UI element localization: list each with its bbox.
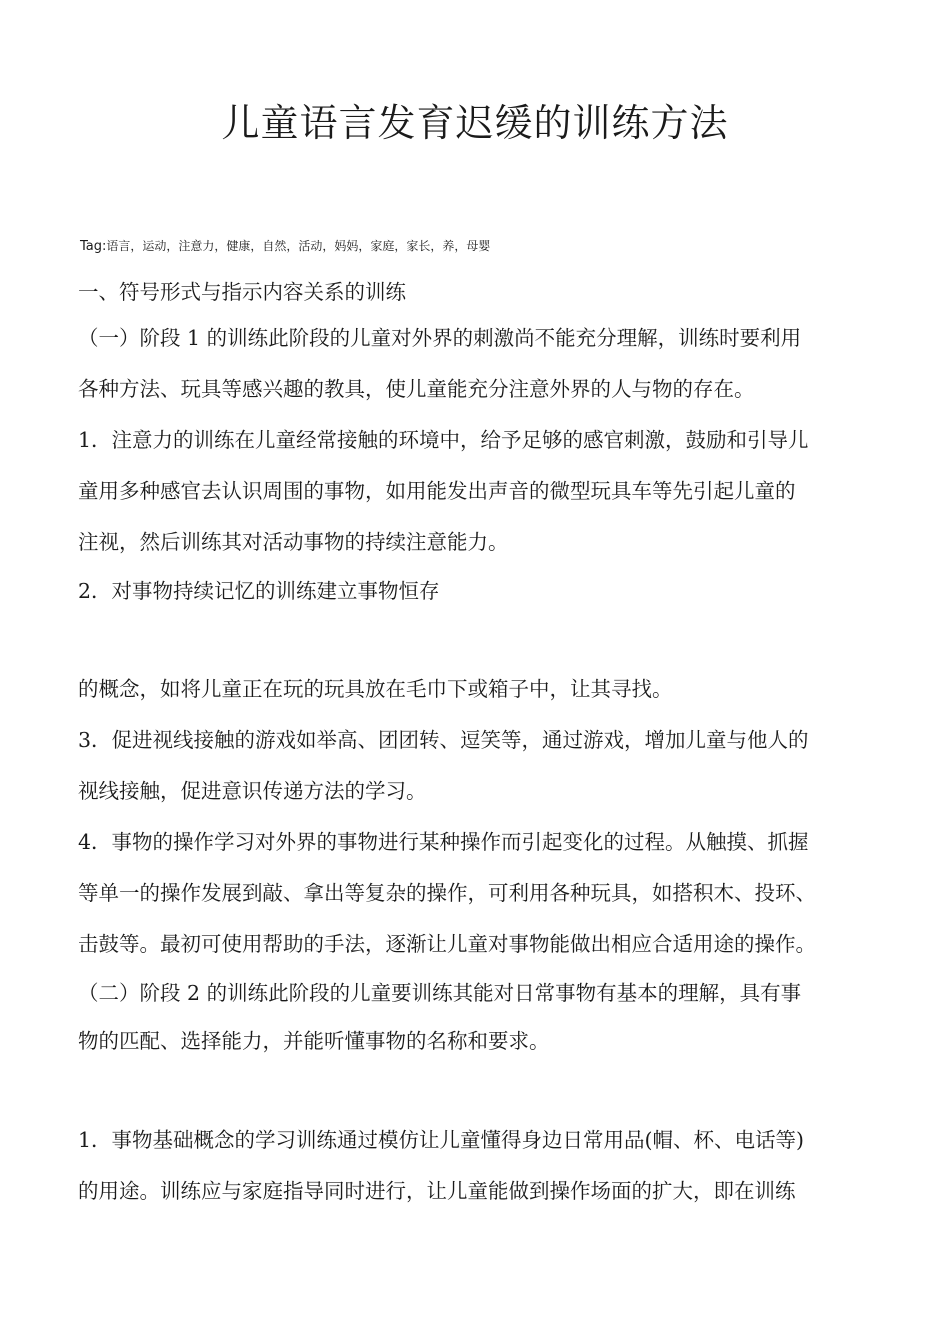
paragraph-line: 各种方法、玩具等感兴趣的教具，使儿童能充分注意外界的人与物的存在。 <box>78 377 755 401</box>
paragraph-line: 注视，然后训练其对活动事物的持续注意能力。 <box>78 530 509 554</box>
paragraph-line: 1．注意力的训练在儿童经常接触的环境中，给予足够的感官刺激，鼓励和引导儿 <box>78 428 809 452</box>
tag-values: 语言，运动，注意力，健康，自然，活动，妈妈，家庭，家长，养，母婴 <box>106 239 491 253</box>
paragraph-line: 童用多种感官去认识周围的事物，如用能发出声音的微型玩具车等先引起儿童的 <box>78 479 796 503</box>
document-title: 儿童语言发育迟缓的训练方法 <box>221 101 729 145</box>
paragraph-line: 的概念，如将儿童正在玩的玩具放在毛巾下或箱子中，让其寻找。 <box>78 677 673 701</box>
paragraph-line: 的用途。训练应与家庭指导同时进行，让儿童能做到操作场面的扩大，即在训练 <box>78 1179 796 1203</box>
tag-line <box>80 236 490 257</box>
paragraph-line: 击鼓等。最初可使用帮助的手法，逐渐让儿童对事物能做出相应合适用途的操作。 <box>78 932 816 956</box>
heading-section-1: 一、符号形式与指示内容关系的训练 <box>78 280 406 304</box>
paragraph-line: 2．对事物持续记忆的训练建立事物恒存 <box>78 579 440 603</box>
paragraph-line: 等单一的操作发展到敲、拿出等复杂的操作，可利用各种玩具，如搭积木、投环、 <box>78 881 816 905</box>
paragraph-line: 物的匹配、选择能力，并能听懂事物的名称和要求。 <box>78 1029 550 1053</box>
paragraph-line: 3．促进视线接触的游戏如举高、团团转、逗笑等，通过游戏，增加儿童与他人的 <box>78 728 809 752</box>
paragraph-line: 1．事物基础概念的学习训练通过模仿让儿童懂得身边日常用品(帽、杯、电话等) <box>78 1128 805 1152</box>
paragraph-line: 视线接触，促进意识传递方法的学习。 <box>78 779 427 803</box>
tag-label: Tag: <box>80 239 107 254</box>
paragraph-line: （一）阶段 1 的训练此阶段的儿童对外界的刺激尚不能充分理解，训练时要利用 <box>78 326 802 350</box>
paragraph-line: 4．事物的操作学习对外界的事物进行某种操作而引起变化的过程。从触摸、抓握 <box>78 830 809 854</box>
paragraph-line: （二）阶段 2 的训练此阶段的儿童要训练其能对日常事物有基本的理解，具有事 <box>78 981 802 1005</box>
